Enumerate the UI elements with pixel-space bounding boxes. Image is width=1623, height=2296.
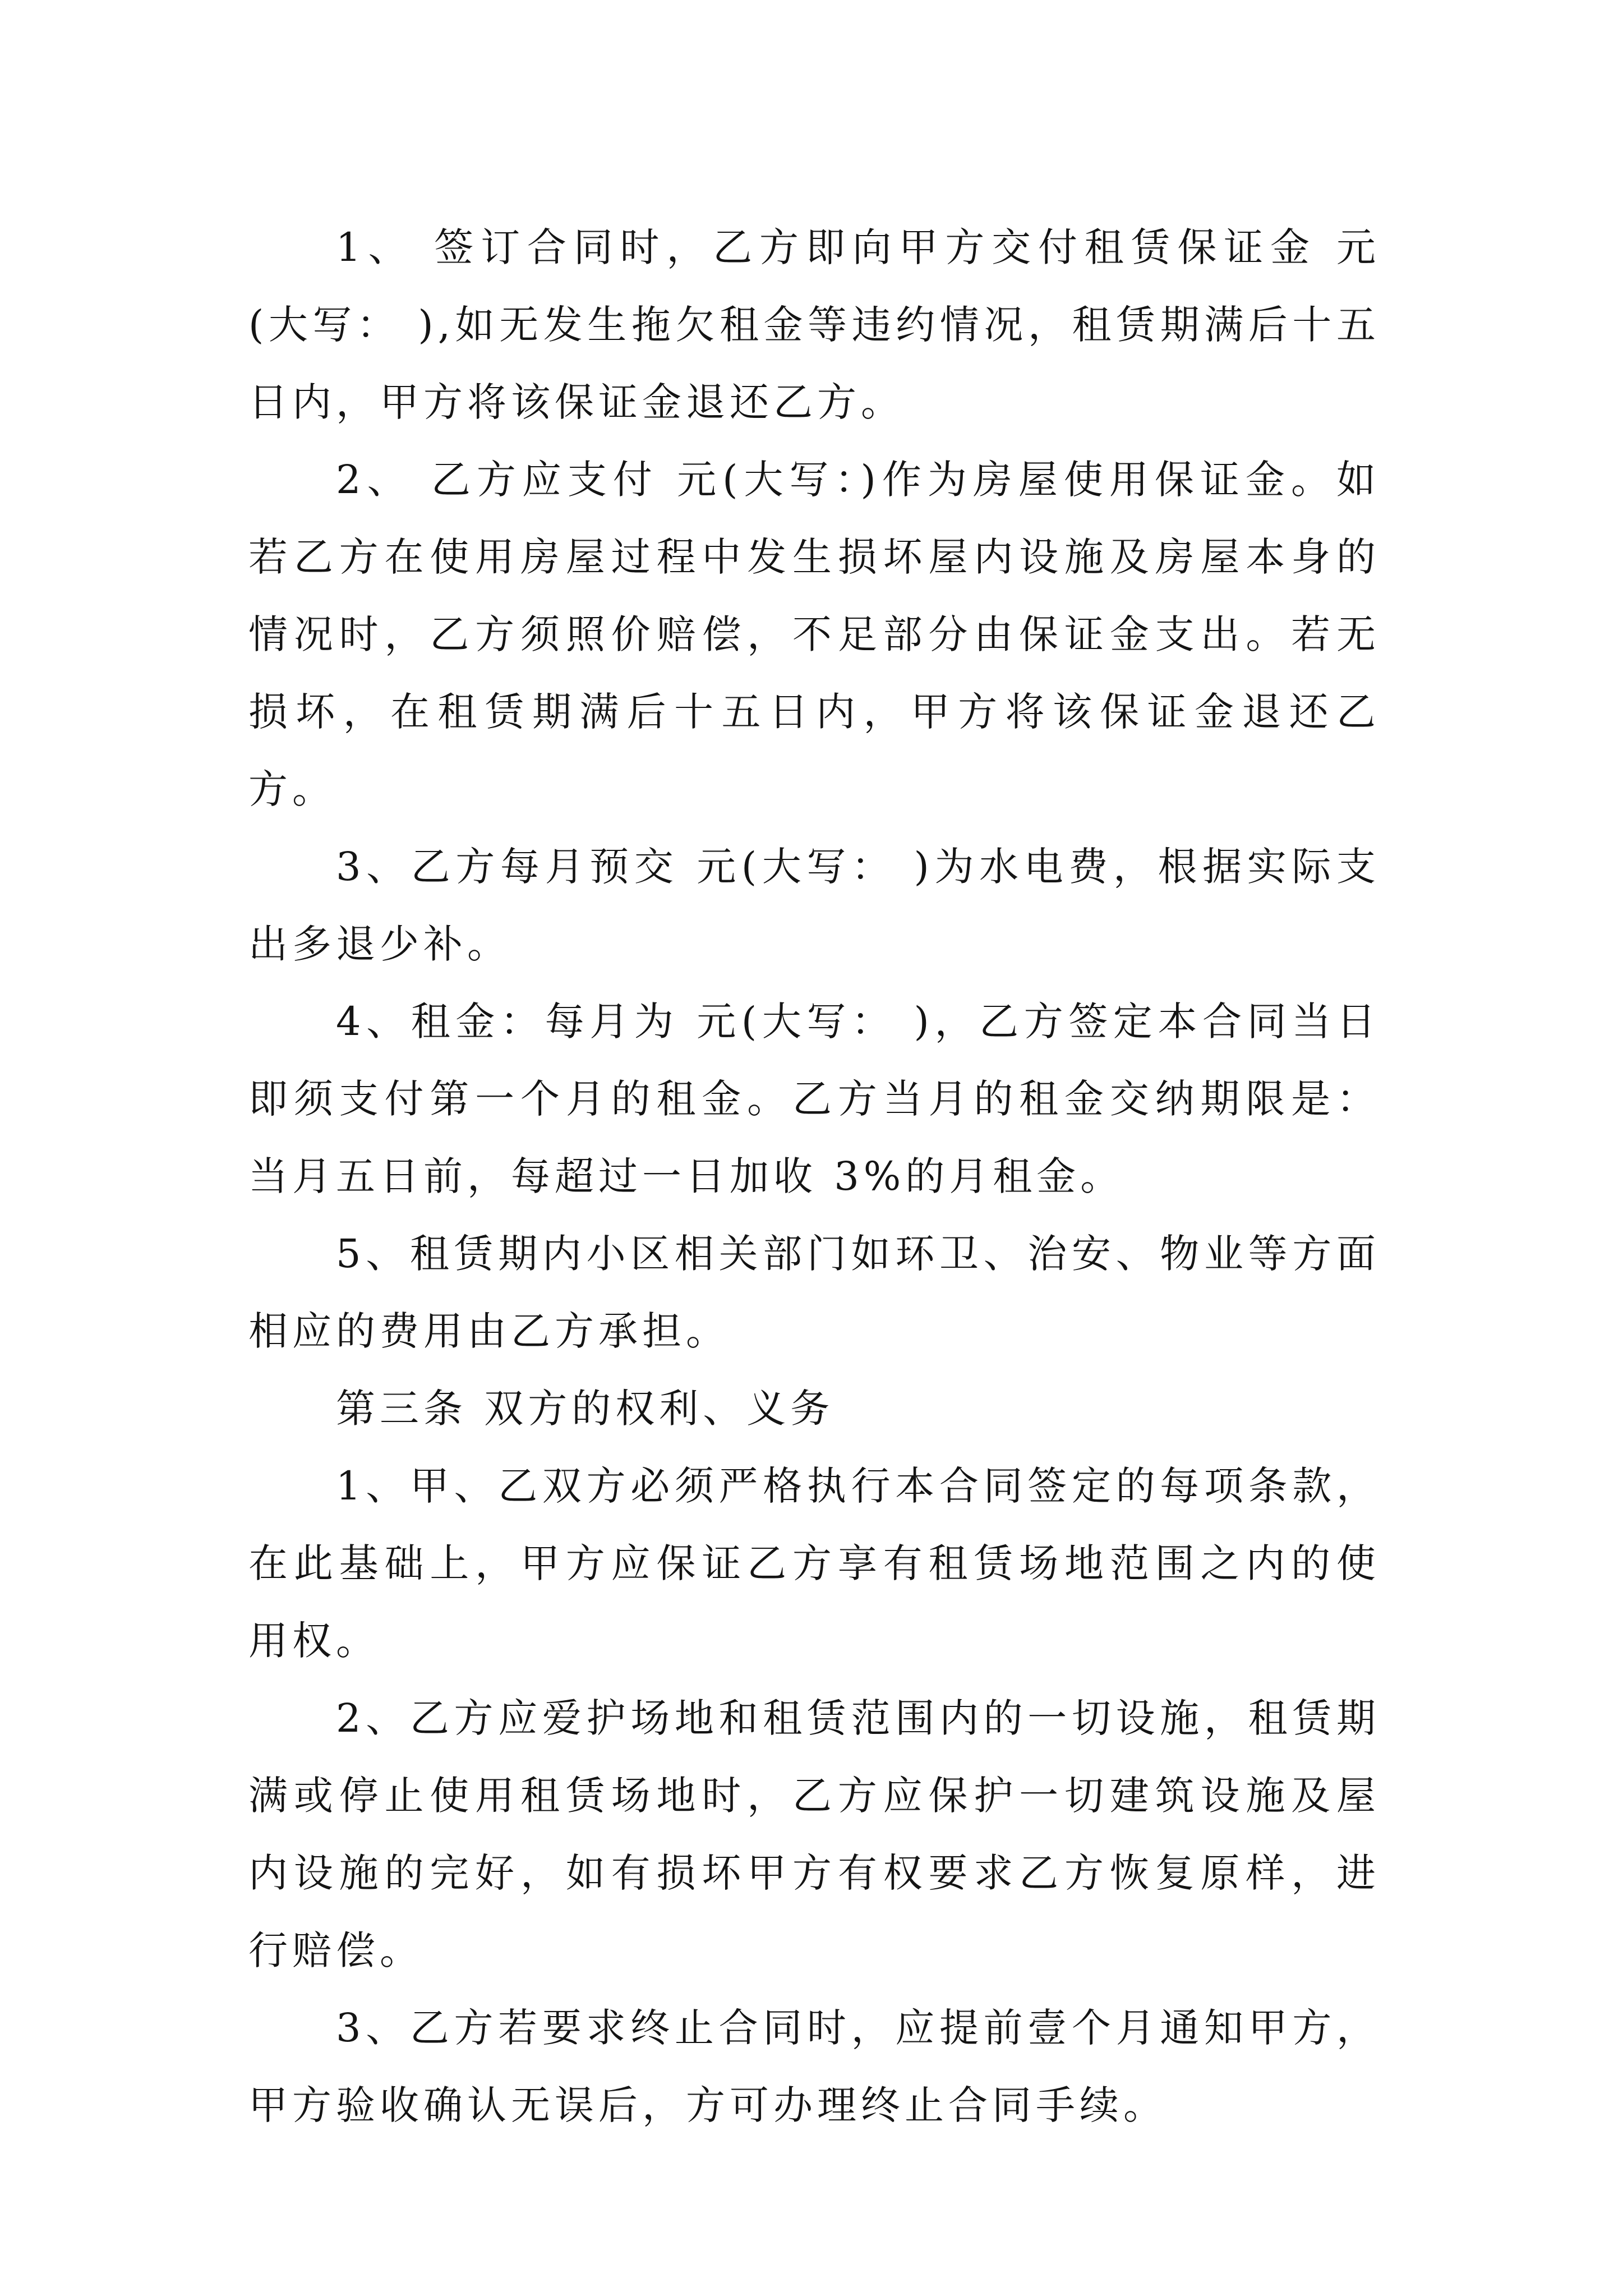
paragraph-deposit: 1、 签订合同时，乙方即向甲方交付租赁保证金 元(大写： ),如无发生拖欠租金等违约情况，租赁期满后十五日内，甲方将该保证金退还乙方。 <box>248 224 1380 425</box>
paragraph-rent: 4、租金：每月为 元(大写： )，乙方签定本合同当日即须支付第一个月的租金。乙方当月的租金交纳期限是：当月五日前，每超过一日加收 3%的月租金。 <box>248 999 1380 1199</box>
document-body <box>248 209 1380 2144</box>
paragraph-obligation-1: 1、甲、乙双方必须严格执行本合同签定的每项条款，在此基础上，甲方应保证乙方享有租赁场地范围之内的使用权。 <box>248 1463 1380 1664</box>
paragraph-obligation-2: 2、乙方应爱护场地和租赁范围内的一切设施，租赁期满或停止使用租赁场地时，乙方应保护一切建筑设施及屋内设施的完好，如有损坏甲方有权要求乙方恢复原样，进行赔偿。 <box>248 1695 1380 1973</box>
paragraph-utilities: 3、乙方每月预交 元(大写： )为水电费，根据实际支出多退少补。 <box>248 844 1380 967</box>
paragraph-obligation-3: 3、乙方若要求终止合同时，应提前壹个月通知甲方，甲方验收确认无误后，方可办理终止合同手续。 <box>248 2005 1380 2128</box>
section-heading: 第三条 双方的权利、义务 <box>336 1386 834 1432</box>
paragraph-house-deposit: 2、 乙方应支付 元(大写：)作为房屋使用保证金。如若乙方在使用房屋过程中发生损坏屋内设施及房屋本身的情况时，乙方须照价赔偿，不足部分由保证金支出。若无损坏，在租赁期满后十五日内，甲方将该保证金退还乙方。 <box>248 457 1380 812</box>
paragraph-fees: 5、租赁期内小区相关部门如环卫、治安、物业等方面相应的费用由乙方承担。 <box>248 1231 1380 1354</box>
